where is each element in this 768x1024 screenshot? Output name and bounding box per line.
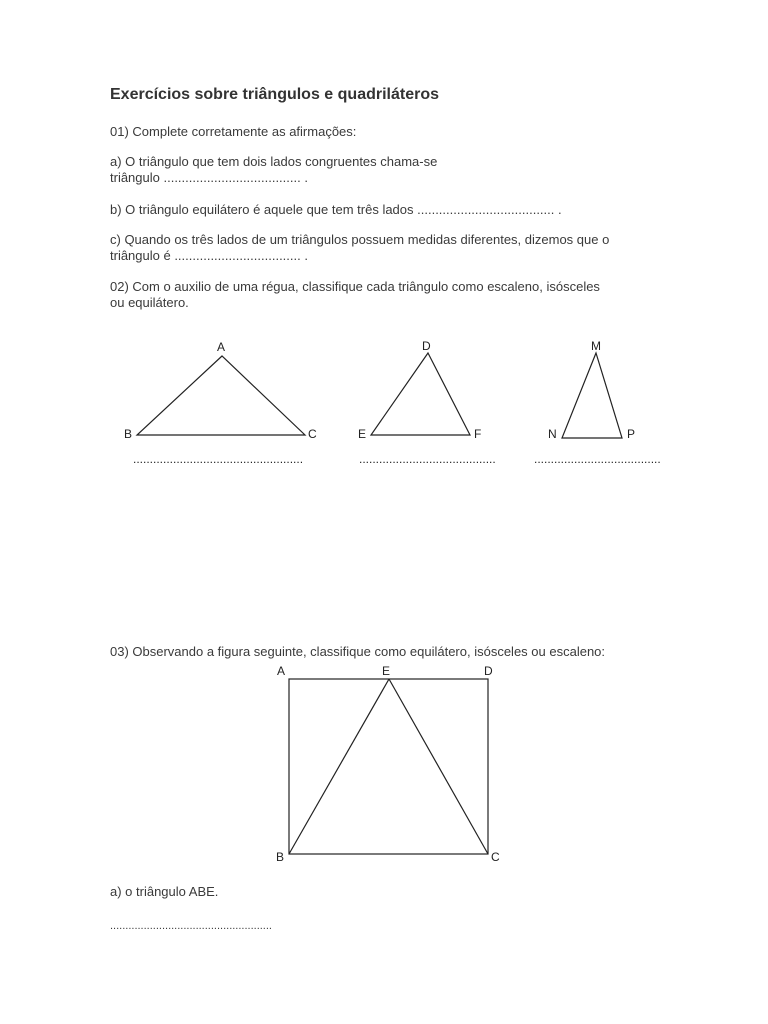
- q2-prompt-line2: ou equilátero.: [110, 295, 189, 310]
- vertex-label-d: D: [484, 664, 493, 678]
- q3-prompt: 03) Observando a figura seguinte, classifique como equilátero, isósceles ou escaleno:: [110, 644, 606, 659]
- answer-dots-def: .........................................: [359, 452, 496, 466]
- segment-ce: [389, 679, 488, 854]
- segment-be: [289, 679, 389, 854]
- rectangle-abcd: [289, 679, 488, 854]
- answer-dots-mnp: ......................................: [534, 452, 661, 466]
- vertex-label-b: B: [276, 850, 285, 864]
- vertex-label-m: M: [591, 339, 601, 353]
- vertex-label-b: B: [124, 427, 133, 441]
- vertex-label-a: A: [217, 340, 226, 354]
- vertex-label-e: E: [382, 664, 391, 678]
- triangle-def: [371, 353, 470, 435]
- vertex-label-f: F: [474, 427, 482, 441]
- vertex-label-c: C: [308, 427, 317, 441]
- document-title: Exercícios sobre triângulos e quadriláteros: [110, 86, 439, 103]
- q1-c-line1: c) Quando os três lados de um triângulos possuem medidas diferentes, dizemos que o: [110, 232, 610, 247]
- q1-prompt: 01) Complete corretamente as afirmações:: [110, 124, 357, 139]
- answer-dots-abc: ...................................................: [133, 452, 304, 466]
- triangle-abc: [137, 356, 305, 435]
- q1-a-line1: a) O triângulo que tem dois lados congruentes chama-se: [110, 154, 438, 169]
- q3-answer-line: .....................................................: [110, 920, 272, 932]
- q2-prompt-line1: 02) Com o auxilio de uma régua, classifique cada triângulo como escaleno, isósceles: [110, 279, 600, 294]
- vertex-label-d: D: [422, 339, 431, 353]
- vertex-label-e: E: [358, 427, 367, 441]
- vertex-label-n: N: [548, 427, 557, 441]
- q2-triangles-figure: [0, 330, 768, 470]
- q1-b: b) O triângulo equilátero é aquele que tem três lados ...................................... .: [110, 202, 562, 217]
- vertex-label-a: A: [277, 664, 286, 678]
- q3-rectangle-figure: [0, 660, 768, 870]
- triangle-mnp: [562, 353, 622, 438]
- q1-c-line2: triângulo é ................................... .: [110, 248, 308, 263]
- q1-a-line2: triângulo ...................................... .: [110, 170, 308, 185]
- vertex-label-c: C: [491, 850, 500, 864]
- q3-item-a: a) o triângulo ABE.: [110, 884, 219, 899]
- vertex-label-p: P: [627, 427, 636, 441]
